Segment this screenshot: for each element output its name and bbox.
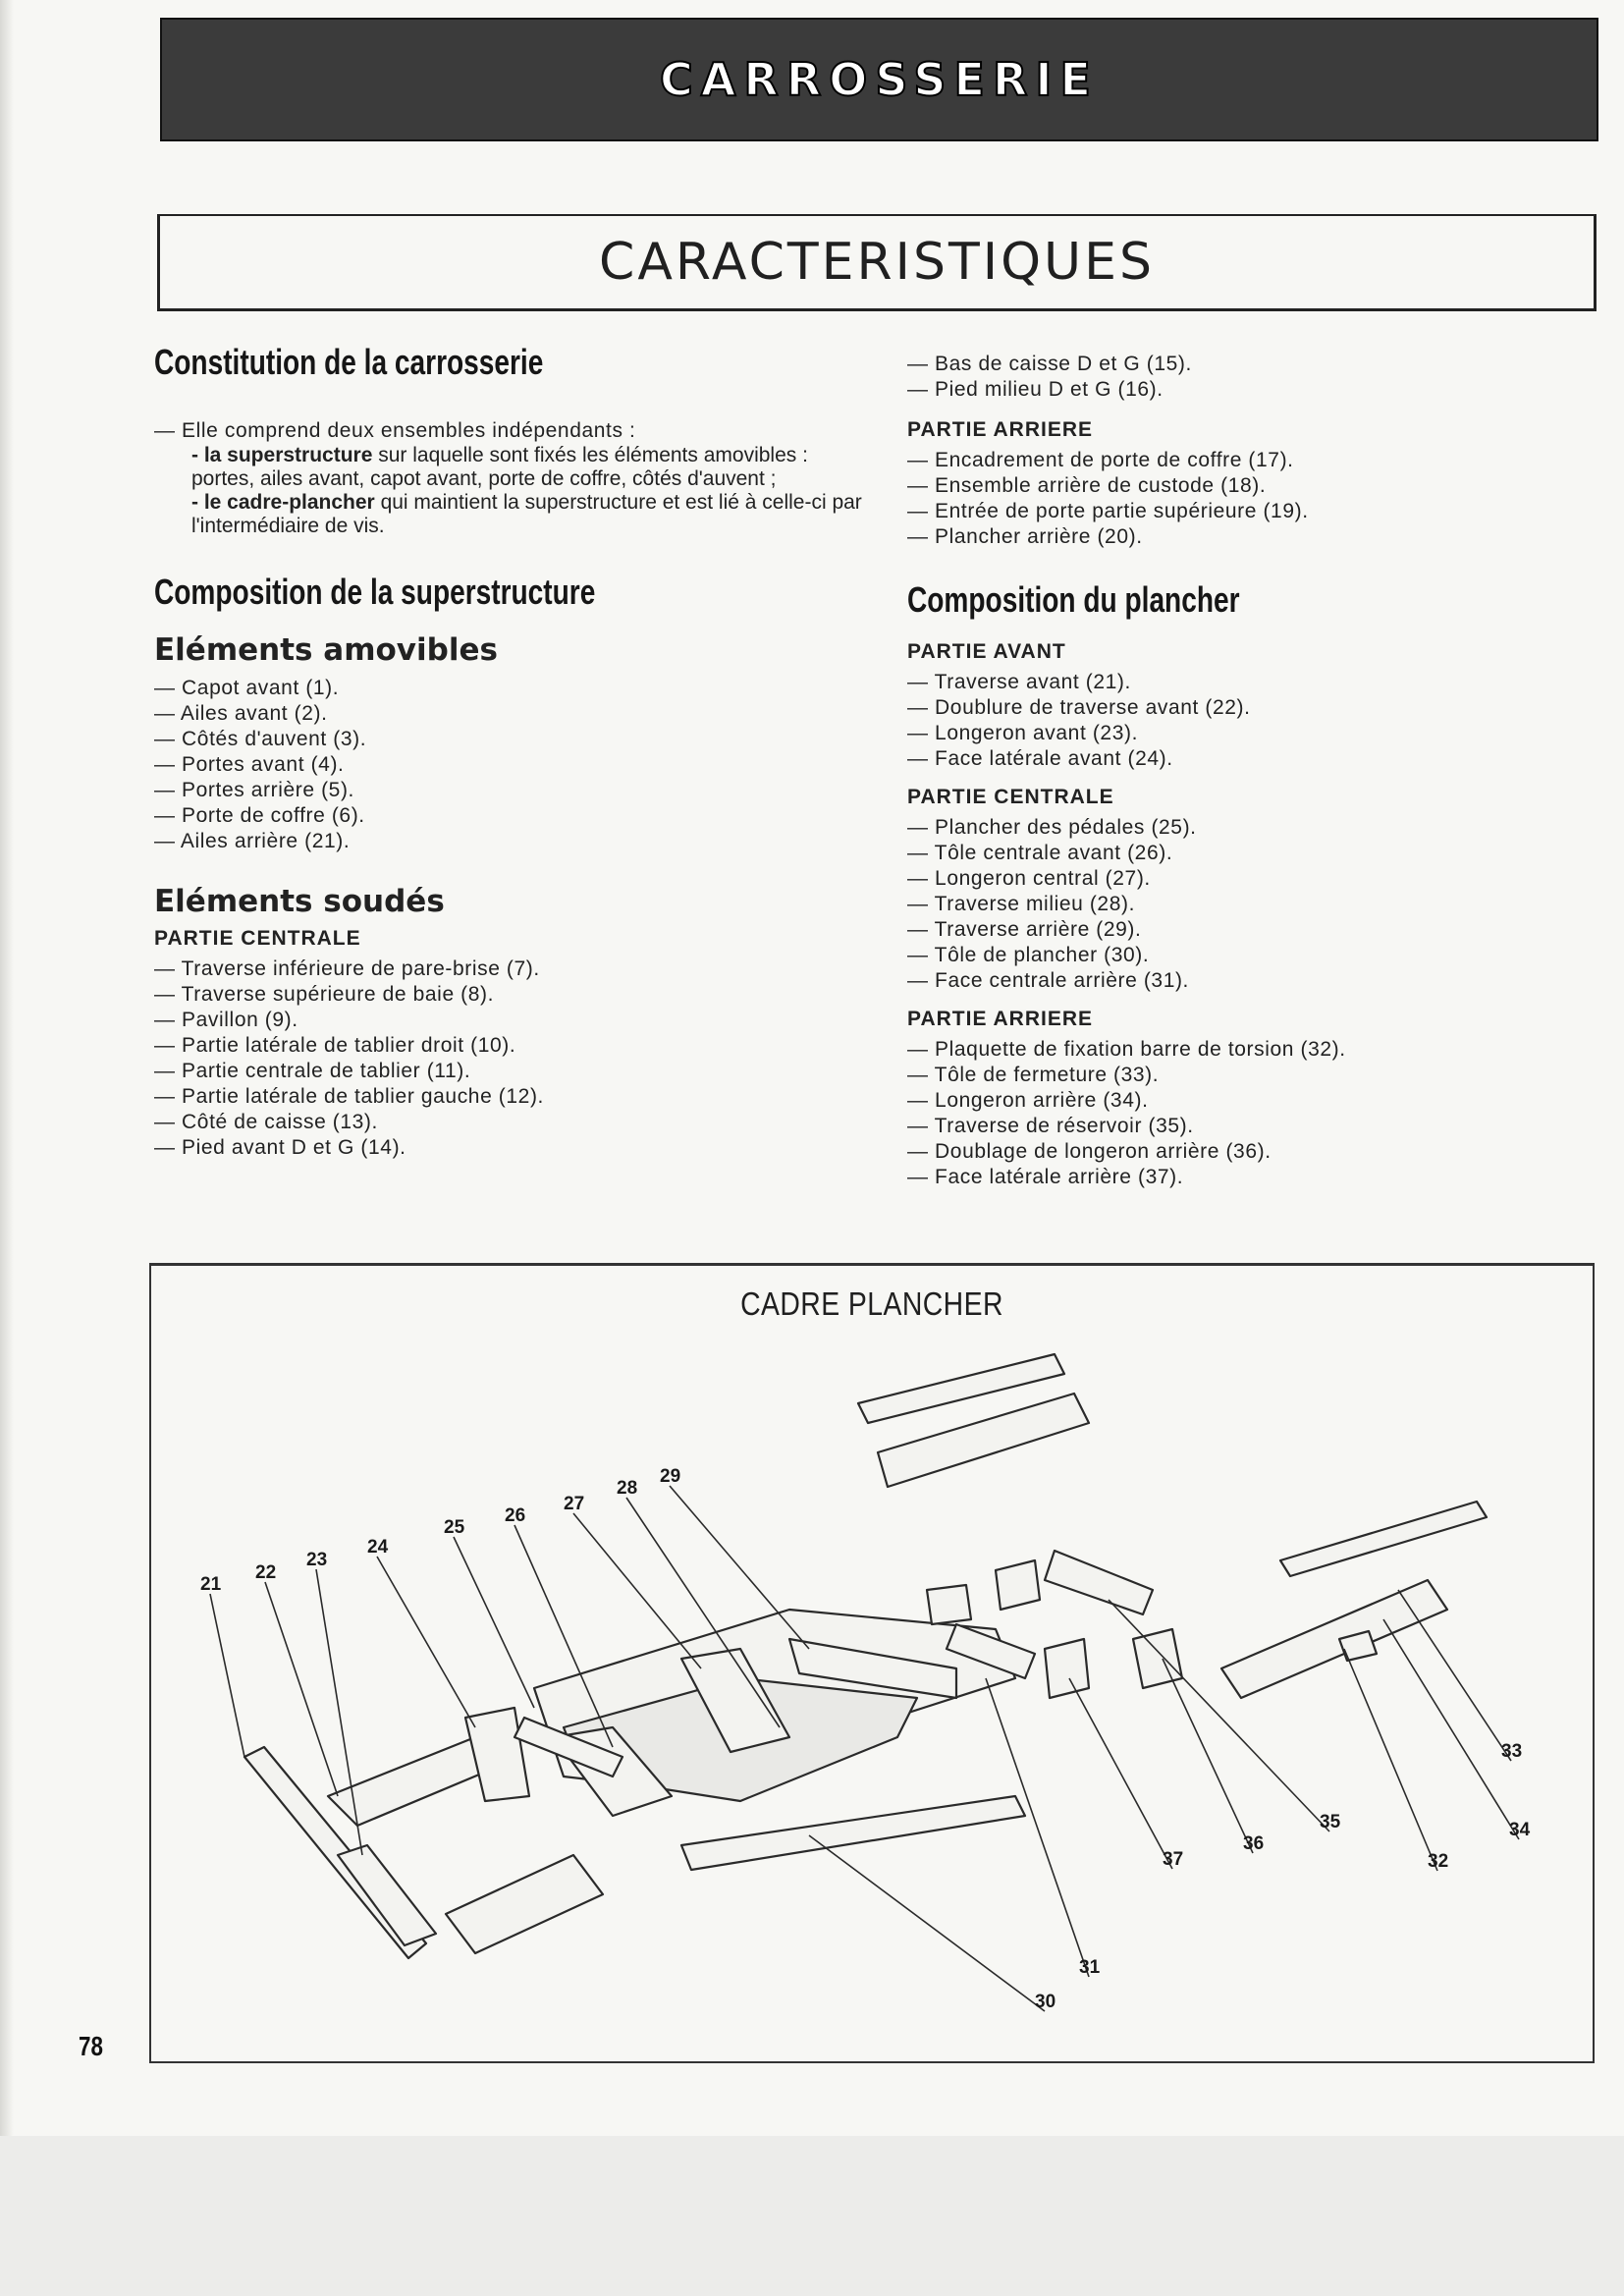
scan-edge xyxy=(0,0,14,2296)
list-item: — Traverse inférieure de pare-brise (7). xyxy=(154,957,540,980)
list-item: — Entrée de porte partie supérieure (19). xyxy=(907,500,1309,522)
right-column xyxy=(907,352,1516,1190)
list-item: — Tôle de fermeture (33). xyxy=(907,1064,1160,1086)
soudes-centrale-label: PARTIE CENTRALE xyxy=(154,927,361,950)
list-item: — Partie centrale de tablier (11). xyxy=(154,1060,471,1082)
soudes-centrale-list xyxy=(154,957,861,1161)
callout-37: 37 xyxy=(1163,1849,1184,1870)
soudes-arriere-label: PARTIE ARRIERE xyxy=(907,418,1094,441)
callout-25: 25 xyxy=(444,1517,465,1538)
list-item: — Face latérale avant (24). xyxy=(907,747,1173,770)
callout-24: 24 xyxy=(367,1537,389,1558)
list-item: — Portes arrière (5). xyxy=(154,779,354,801)
plancher-centrale-list xyxy=(907,815,1516,994)
callout-33: 33 xyxy=(1501,1741,1523,1762)
list-item: — Partie latérale de tablier droit (10). xyxy=(154,1034,516,1057)
exploded-floor-diagram xyxy=(151,1266,1593,2061)
constitution-intro: — Elle comprend deux ensembles indépendants : xyxy=(154,419,636,442)
cadre-plancher-term: - le cadre-plancher xyxy=(191,491,375,514)
callout-26: 26 xyxy=(505,1505,526,1526)
superstructure-heading: Composition de la superstructure xyxy=(154,572,596,612)
callout-22: 22 xyxy=(255,1562,277,1583)
list-item: — Porte de coffre (6). xyxy=(154,804,365,827)
list-item: — Longeron central (27). xyxy=(907,867,1151,890)
plancher-arriere-label: PARTIE ARRIERE xyxy=(907,1008,1094,1030)
plancher-avant-list xyxy=(907,670,1516,772)
constitution-item-superstructure xyxy=(154,444,869,491)
rear-side-face xyxy=(1045,1639,1089,1698)
chapter-title: CARROSSERIE xyxy=(660,53,1099,106)
list-item: — Face centrale arrière (31). xyxy=(907,969,1189,992)
list-item: — Côtés d'auvent (3). xyxy=(154,728,367,750)
callout-23: 23 xyxy=(306,1550,328,1570)
callout-36: 36 xyxy=(1243,1833,1265,1854)
soudes-arriere-list xyxy=(907,448,1516,550)
floor-side-sill xyxy=(681,1796,1025,1870)
figure-cadre-plancher xyxy=(149,1263,1595,2063)
rear-bracket-a xyxy=(996,1560,1040,1610)
list-item: — Ailes arrière (21). xyxy=(154,830,351,852)
soudes-heading: Eléments soudés xyxy=(154,884,445,919)
list-item: — Encadrement de porte de coffre (17). xyxy=(907,449,1294,471)
list-item: — Partie latérale de tablier gauche (12). xyxy=(154,1085,544,1108)
rear-longeron xyxy=(1221,1580,1447,1698)
callout-30: 30 xyxy=(1035,1992,1056,2012)
page-number: 78 xyxy=(79,2031,103,2061)
list-item: — Longeron avant (23). xyxy=(907,722,1139,744)
amovibles-list xyxy=(154,676,861,854)
list-item: — Traverse arrière (29). xyxy=(907,918,1142,941)
superstructure-term: - la superstructure xyxy=(191,444,373,466)
front-floor-bracket xyxy=(446,1855,603,1953)
list-item: — Face latérale arrière (37). xyxy=(907,1166,1184,1188)
list-item: — Pavillon (9). xyxy=(154,1009,298,1031)
callout-31: 31 xyxy=(1079,1957,1101,1978)
section-title: CARACTERISTIQUES xyxy=(599,233,1155,292)
list-item: — Bas de caisse D et G (15). xyxy=(907,353,1192,375)
constitution-heading: Constitution de la carrosserie xyxy=(154,342,544,382)
front-side-face xyxy=(465,1708,529,1801)
constitution-item-cadre-plancher xyxy=(154,491,869,538)
list-item: — Doublage de longeron arrière (36). xyxy=(907,1140,1272,1163)
chapter-banner xyxy=(160,18,1598,141)
plancher-heading: Composition du plancher xyxy=(907,579,1240,620)
list-item: — Traverse de réservoir (35). xyxy=(907,1115,1194,1137)
list-item: — Plancher arrière (20). xyxy=(907,525,1143,548)
rear-bracket-b xyxy=(927,1585,971,1624)
list-item: — Tôle centrale avant (26). xyxy=(907,842,1173,864)
left-column xyxy=(154,342,861,1161)
list-item: — Plancher des pédales (25). xyxy=(907,816,1197,839)
fuel-tank-crossmember xyxy=(1045,1551,1153,1614)
amovibles-heading: Eléments amovibles xyxy=(154,632,498,668)
list-item: — Tôle de plancher (30). xyxy=(907,944,1150,966)
list-item: — Traverse supérieure de baie (8). xyxy=(154,983,495,1006)
callout-32: 32 xyxy=(1428,1851,1449,1872)
list-item: — Traverse avant (21). xyxy=(907,671,1131,693)
callout-34: 34 xyxy=(1509,1820,1531,1840)
plancher-centrale-label: PARTIE CENTRALE xyxy=(907,786,1114,808)
list-item: — Doublure de traverse avant (22). xyxy=(907,696,1251,719)
list-item: — Côté de caisse (13). xyxy=(154,1111,378,1133)
figure-title: CADRE PLANCHER xyxy=(740,1285,1003,1322)
list-item: — Portes avant (4). xyxy=(154,753,345,776)
soudes-centrale-continued xyxy=(907,352,1516,403)
callout-28: 28 xyxy=(617,1478,638,1499)
closing-plate xyxy=(1280,1502,1487,1576)
page-bottom-margin xyxy=(0,2136,1624,2296)
superstructure-desc: sur laquelle sont fixés les éléments amovibles : portes, ailes avant, capot avant, porte de coffre, côtés d'auvent ; xyxy=(191,444,808,490)
list-item: — Longeron arrière (34). xyxy=(907,1089,1149,1112)
callout-29: 29 xyxy=(660,1466,681,1487)
plancher-avant-label: PARTIE AVANT xyxy=(907,640,1066,663)
section-title-box xyxy=(157,214,1597,311)
list-item: — Pied milieu D et G (16). xyxy=(907,378,1164,401)
list-item: — Capot avant (1). xyxy=(154,677,340,699)
callout-35: 35 xyxy=(1320,1812,1341,1832)
list-item: — Ailes avant (2). xyxy=(154,702,328,725)
rear-longeron-doubler xyxy=(1133,1629,1182,1688)
cadre-plancher-desc: qui maintient la superstructure et est lié à celle-ci par l'intermédiaire de vis. xyxy=(191,491,862,537)
list-item: — Plaquette de fixation barre de torsion (32). xyxy=(907,1038,1346,1061)
callout-21: 21 xyxy=(200,1574,222,1595)
callout-27: 27 xyxy=(564,1494,585,1514)
list-item: — Traverse milieu (28). xyxy=(907,893,1136,915)
plancher-arriere-list xyxy=(907,1037,1516,1190)
list-item: — Ensemble arrière de custode (18). xyxy=(907,474,1267,497)
list-item: — Pied avant D et G (14). xyxy=(154,1136,406,1159)
